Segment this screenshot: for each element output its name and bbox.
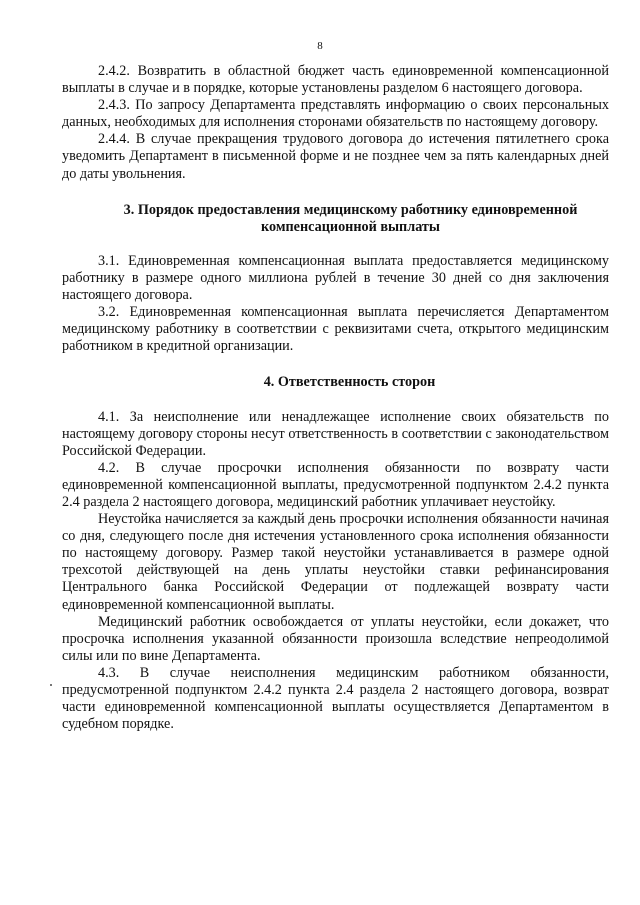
- exemption-paragraph: Медицинский работник освобождается от уплаты неустойки, если докажет, что просрочка исполнения указанной обязанности произошла вследствие непреодолимой силы или по вине Департамента.: [62, 613, 609, 664]
- document-body: [62, 63, 609, 733]
- clause-4-3: 4.3. В случае неисполнения медицинским работником обязанности, предусмотренной подпунктом 2.4.2 пункта 2.4 раздела 2 настоящего договора, возврат части единовременной компенсационной выплаты осуществляется Департаментом в судебном порядке.: [62, 664, 609, 733]
- section-4-title: 4. Ответственность сторон: [263, 374, 436, 391]
- clause-2-4-2: 2.4.2. Возвратить в областной бюджет часть единовременной компенсационной выплаты в случае и в порядке, которые установлены разделом 6 настоящего договора.: [62, 63, 609, 97]
- clause-3-2: 3.2. Единовременная компенсационная выплата перечисляется Департаментом медицинскому работнику в соответствии с реквизитами счета, открытого медицинским работником в кредитной организации.: [62, 304, 609, 355]
- section-3-title: 3. Порядок предоставления медицинскому работнику единовременной компенсационной выплаты: [123, 201, 578, 235]
- clause-3-1: 3.1. Единовременная компенсационная выплата предоставляется медицинскому работнику в размере одного миллиона рублей в течение 30 дней со дня заключения настоящего договора.: [62, 252, 609, 304]
- penalty-paragraph: Неустойка начисляется за каждый день просрочки исполнения обязанности начиная со дня, следующего после дня истечения установленного срока исполнения обязанности по настоящему договору. Размер такой неустойки устанавливается в размере одной трехсотой действующей на день уплаты неустойки ставки рефинансирования Центрального банка Российской Федерации от подлежащей возврату части единовременной компенсационной выплаты.: [62, 511, 609, 613]
- scan-mark: [50, 684, 52, 686]
- page-number: 8: [317, 40, 323, 52]
- clause-4-1: 4.1. За неисполнение или ненадлежащее исполнение своих обязательств по настоящему договору стороны несут ответственность в соответствии с законодательством Российской Федерации.: [62, 408, 609, 459]
- clause-2-4-3: 2.4.3. По запросу Департамента представлять информацию о своих персональных данных, необходимых для исполнения сторонами обязательств по настоящему договору.: [62, 97, 609, 131]
- clause-2-4-4: 2.4.4. В случае прекращения трудового договора до истечения пятилетнего срока уведомить Департамент в письменной форме и не позднее чем за пять календарных дней до даты увольнения.: [62, 131, 609, 182]
- clause-4-2: 4.2. В случае просрочки исполнения обязанности по возврату части единовременной компенсационной выплаты, предусмотренной подпунктом 2.4.2 пункта 2.4 раздела 2 настоящего договора, медицинский работник уплачивает неустойку.: [62, 459, 609, 510]
